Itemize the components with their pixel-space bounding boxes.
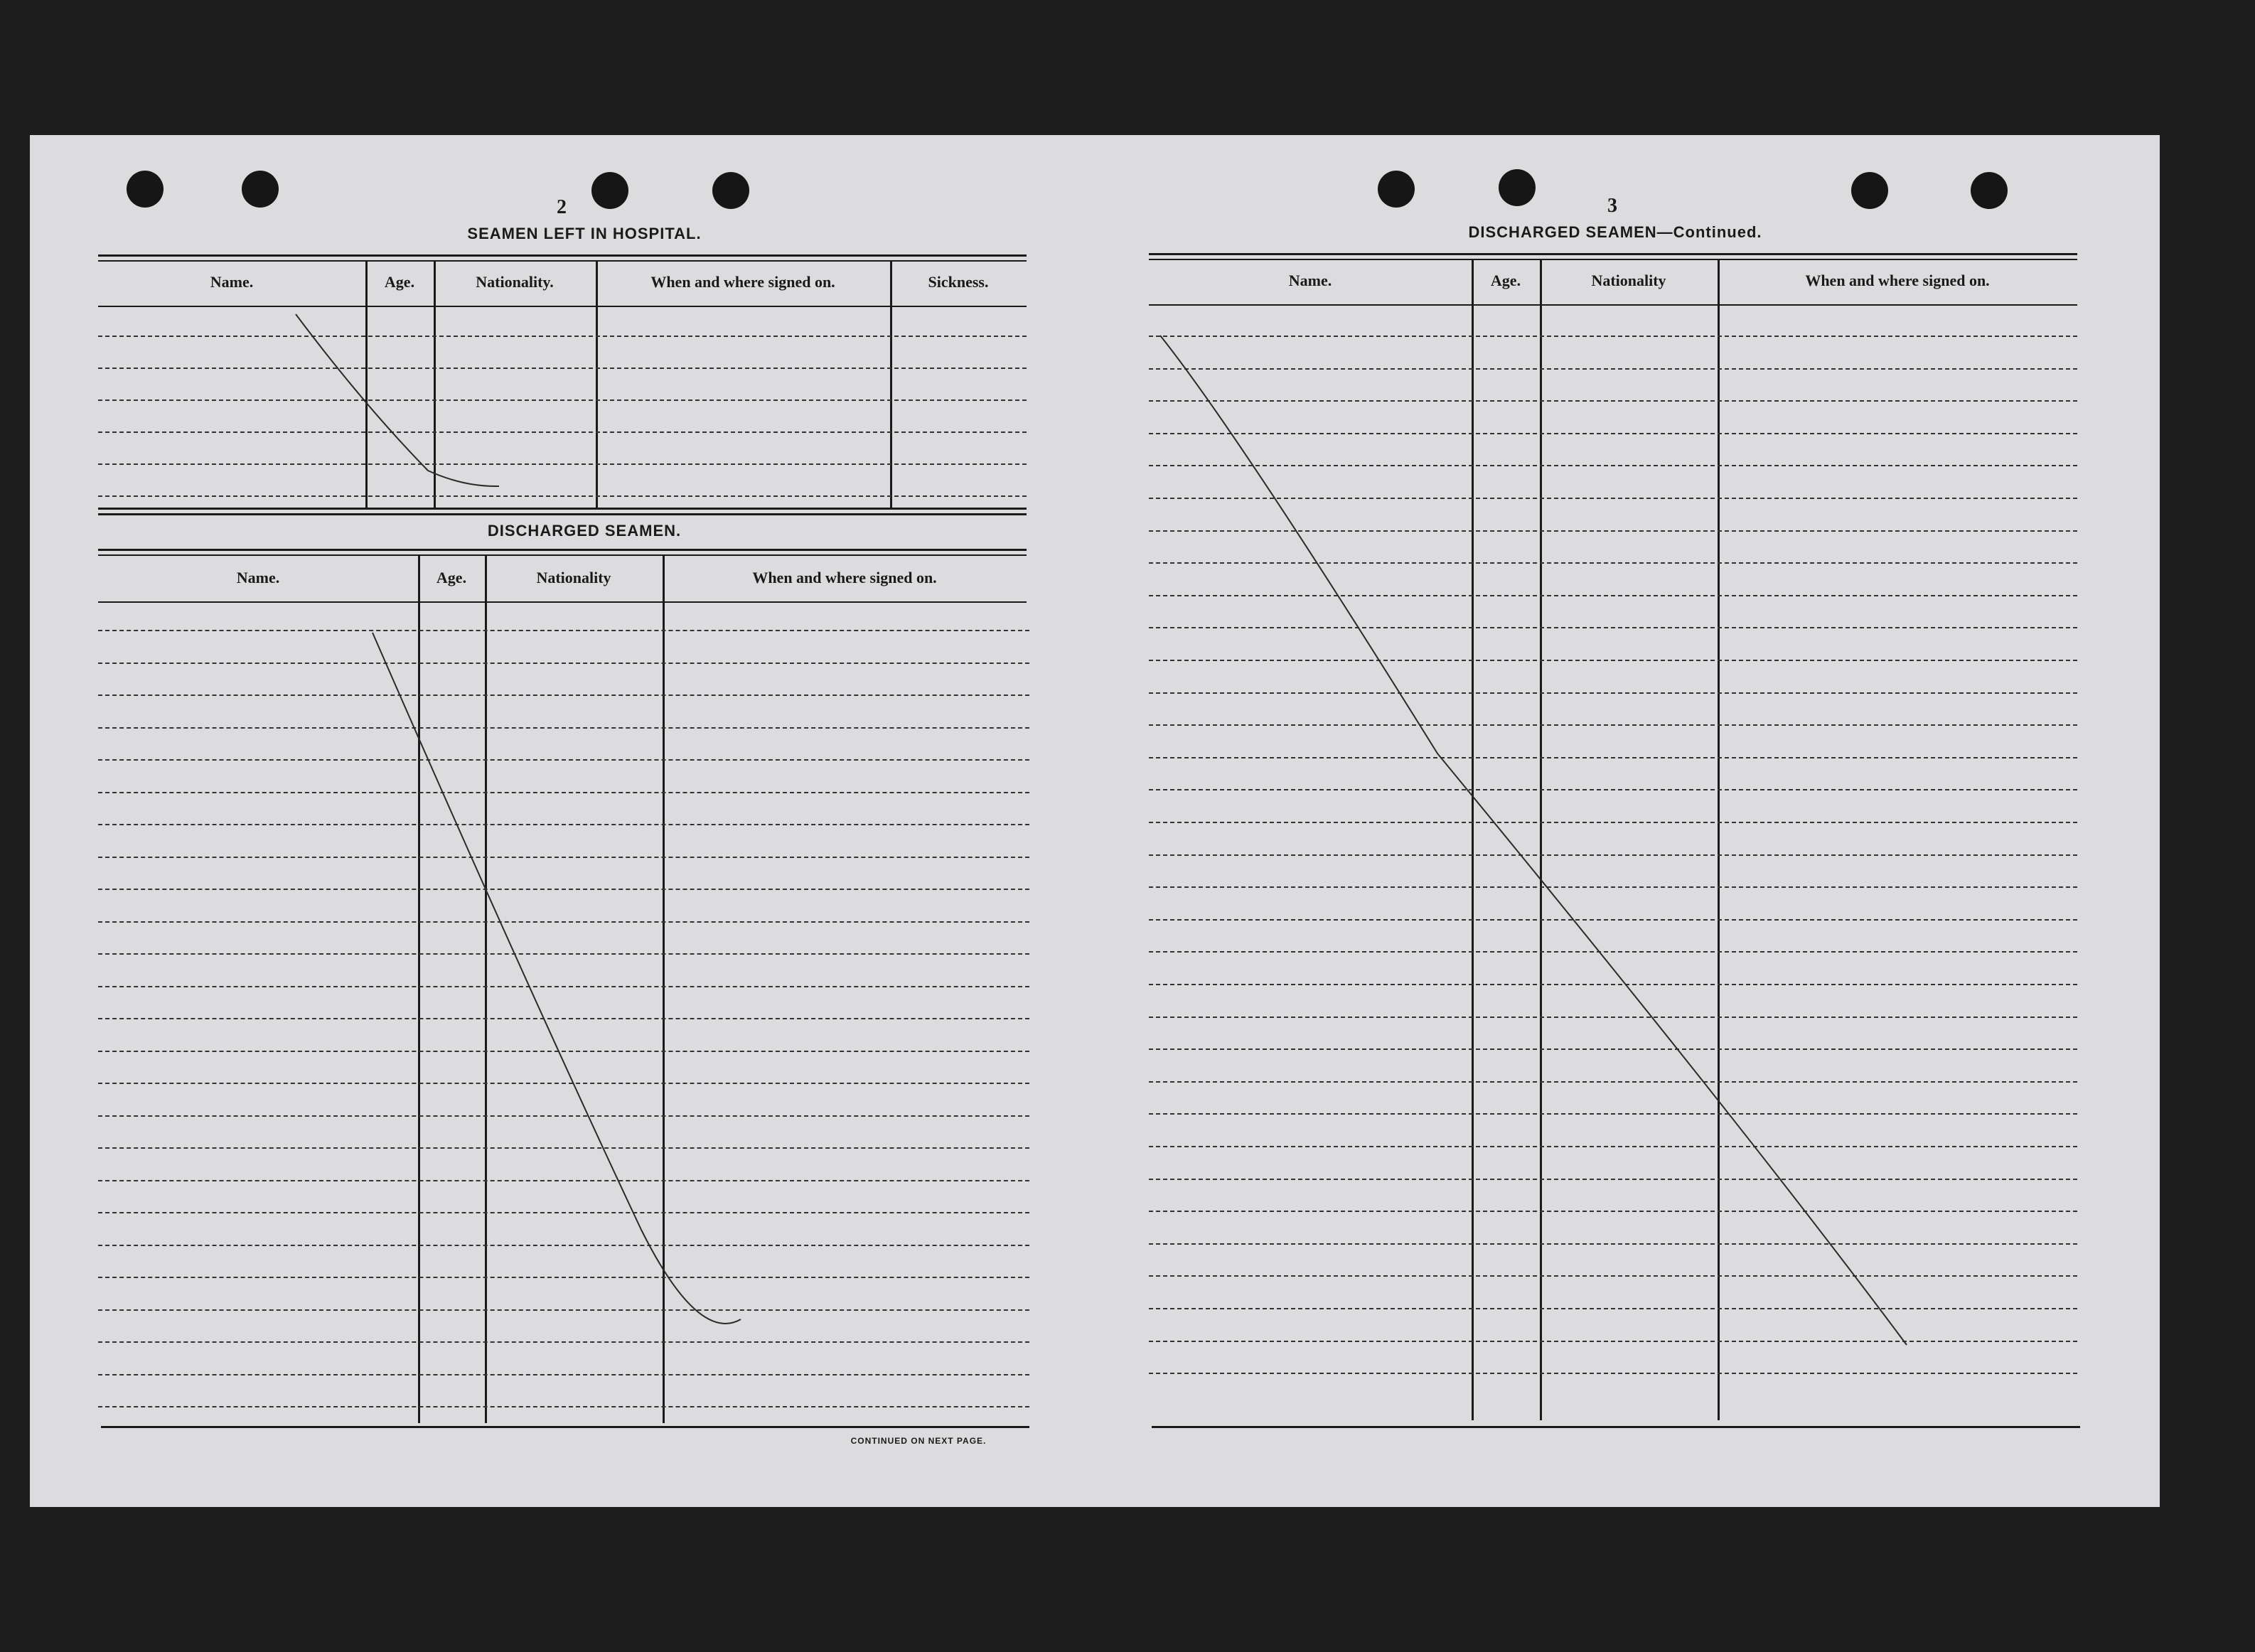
hospital-col-nationality: Nationality. (476, 273, 554, 291)
right-col-age: Age. (1490, 272, 1521, 289)
discharged-continued-title: DISCHARGED SEAMEN—Continued. (1468, 223, 1762, 241)
strike-through-marks (30, 135, 2160, 1507)
discharged-col-age: Age. (436, 569, 467, 586)
page-number-right: 3 (1607, 195, 1617, 217)
hospital-col-sickness: Sickness. (928, 273, 989, 291)
right-col-name: Name. (1288, 272, 1332, 289)
hospital-col-age: Age. (384, 273, 415, 291)
discharged-left-strike-line (373, 633, 741, 1324)
discharged-col-signed-on: When and where signed on. (752, 569, 937, 586)
hospital-col-name: Name. (210, 273, 254, 291)
discharged-right-strike-line (1160, 336, 1907, 1345)
continued-note: CONTINUED ON NEXT PAGE. (850, 1436, 987, 1446)
page-number-left: 2 (557, 196, 567, 218)
hospital-strike-line (296, 314, 499, 486)
hospital-section-title: SEAMEN LEFT IN HOSPITAL. (467, 225, 702, 242)
hospital-col-signed-on: When and where signed on. (650, 273, 835, 291)
right-col-nationality: Nationality (1591, 272, 1666, 289)
discharged-col-nationality: Nationality (536, 569, 611, 586)
ledger-spread (30, 135, 2160, 1507)
right-col-signed-on: When and where signed on. (1805, 272, 1990, 289)
discharged-col-name: Name. (236, 569, 280, 586)
discharged-section-title: DISCHARGED SEAMEN. (487, 522, 682, 540)
